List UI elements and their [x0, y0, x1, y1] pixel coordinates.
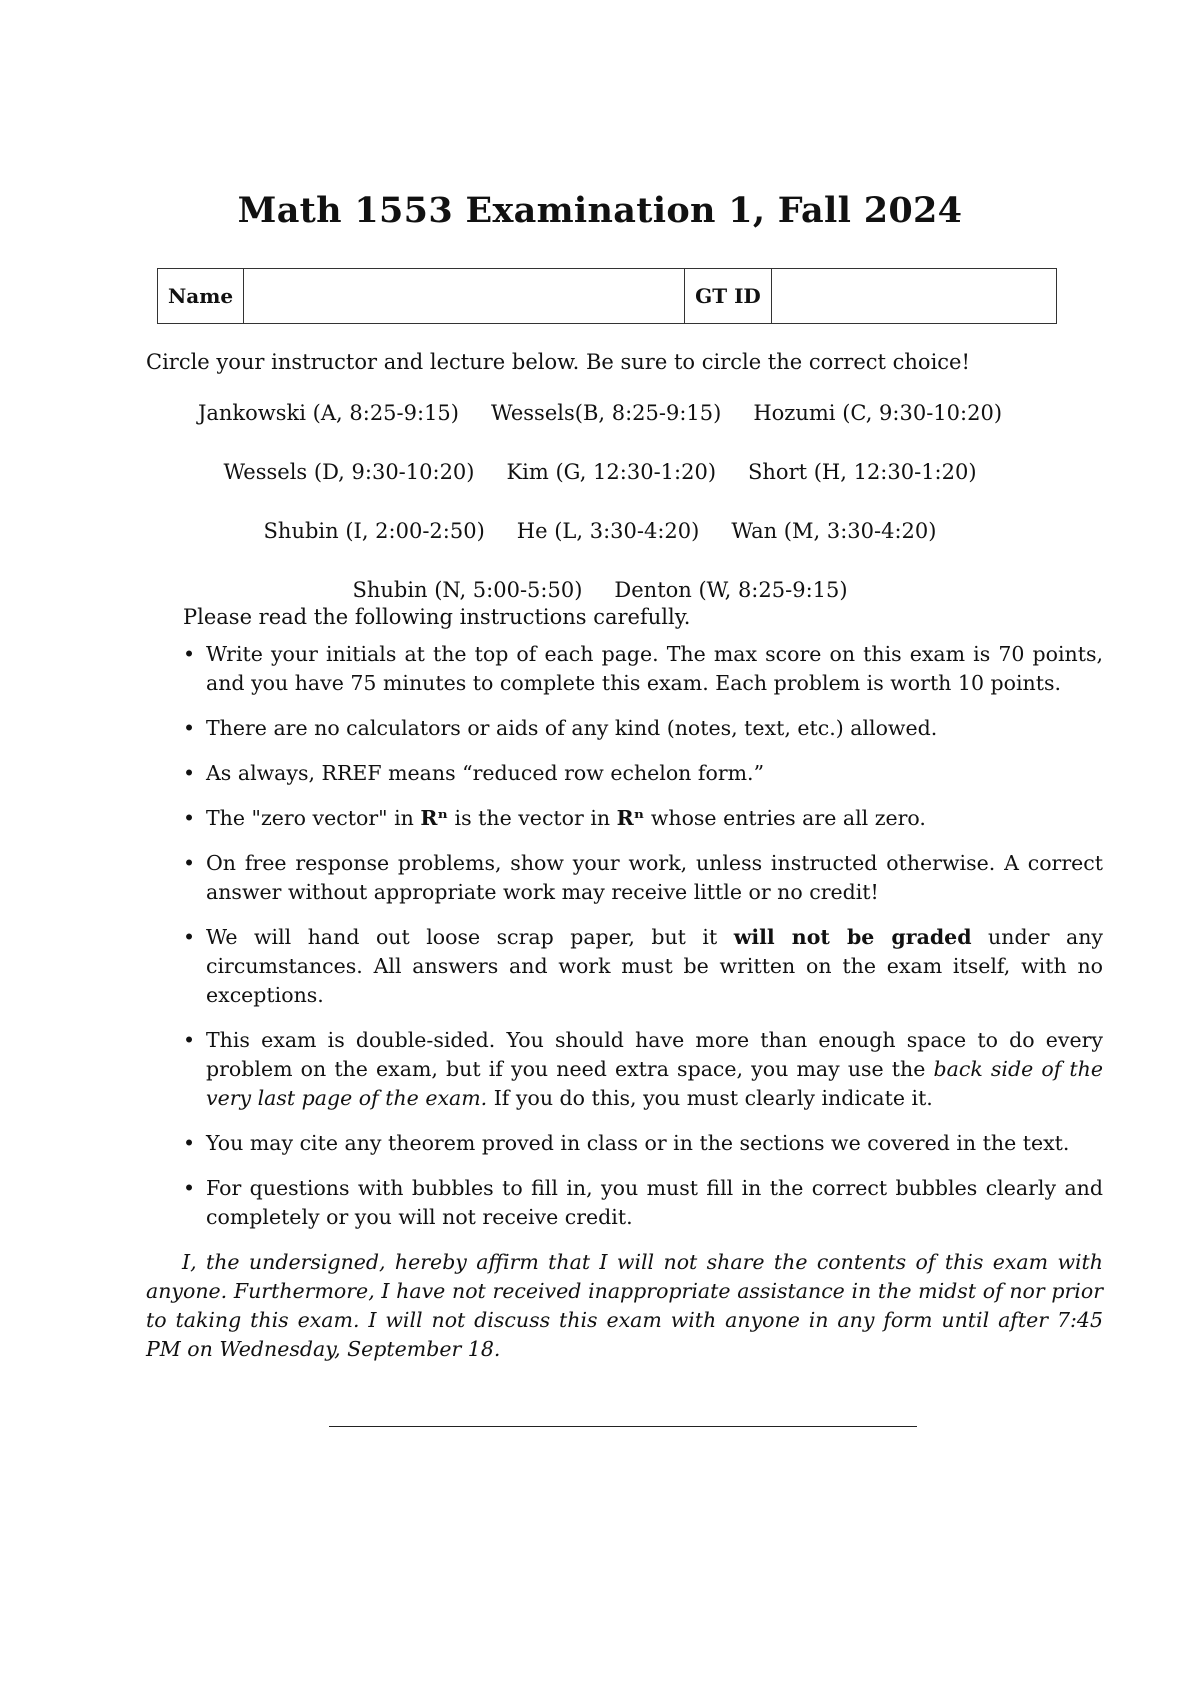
section-option[interactable]: Shubin (N, 5:00-5:50) [352, 577, 583, 602]
gtid-label: GT ID [685, 269, 772, 324]
section-choices [0, 383, 1200, 619]
instruction-text: Write your initials at the top of each page. The max score on this exam is 70 points, and you have 75 minutes to complete this exam. Each problem is worth 10 points. [206, 642, 1103, 695]
section-option[interactable]: Wan (M, 3:30-4:20) [731, 518, 937, 543]
section-option[interactable]: Short (H, 12:30-1:20) [748, 459, 977, 484]
bullet-icon: • [183, 761, 196, 785]
instruction-text-part: If you do this, you must clearly indicate it. [487, 1086, 933, 1110]
instruction-text: There are no calculators or aids of any kind (notes, text, etc.) allowed. [206, 716, 938, 740]
name-field[interactable] [244, 269, 685, 324]
instruction-item [183, 849, 1103, 907]
instruction-item [183, 1174, 1103, 1232]
instruction-text: You may cite any theorem proved in class or in the sections we covered in the text. [206, 1131, 1070, 1155]
bullet-icon: • [183, 851, 196, 875]
bullet-icon: • [183, 1131, 196, 1155]
bullet-icon: • [183, 1176, 196, 1200]
section-option[interactable]: Denton (W, 8:25-9:15) [614, 577, 848, 602]
section-option[interactable]: Wessels(B, 8:25-9:15) [490, 400, 722, 425]
section-option[interactable]: He (L, 3:30-4:20) [516, 518, 700, 543]
section-row [0, 383, 1200, 442]
student-id-table [157, 268, 1057, 324]
signature-line[interactable] [329, 1426, 917, 1427]
instruction-item [183, 804, 1103, 833]
instructions-list [183, 640, 1103, 1248]
math-rn: Rⁿ [420, 806, 449, 830]
instruction-text-part: is the vector in [448, 806, 617, 830]
instruction-text-part: This exam is double-sided. You should have more than enough space to do every problem on the exam, but if you need extra space, you may use the [206, 1028, 1103, 1081]
instruction-text-part: The "zero vector" in [206, 806, 421, 830]
bullet-icon: • [183, 925, 196, 949]
instruction-text-part: under any circumstances. All answers and work must be written on the exam itself, with no exceptions. [206, 925, 1103, 1007]
instruction-item [183, 1026, 1103, 1113]
emphasis-back-side: back side of the very last page of the exam. [206, 1057, 1103, 1110]
exam-title: Math 1553 Examination 1, Fall 2024 [237, 190, 963, 231]
instruction-item [183, 759, 1103, 788]
instruction-text: For questions with bubbles to fill in, you must fill in the correct bubbles clearly and completely or you will not receive credit. [206, 1176, 1103, 1229]
math-rn: Rⁿ [616, 806, 645, 830]
instruction-item [183, 714, 1103, 743]
bullet-icon: • [183, 642, 196, 666]
section-option[interactable]: Wessels (D, 9:30-10:20) [223, 459, 475, 484]
instruction-text: On free response problems, show your work, unless instructed otherwise. A correct answer without appropriate work may receive little or no credit! [206, 851, 1103, 904]
bullet-icon: • [183, 806, 196, 830]
gtid-field[interactable] [771, 269, 1056, 324]
instruction-item [183, 640, 1103, 698]
name-label: Name [158, 269, 244, 324]
instruction-text-part: We will hand out loose scrap paper, but it [206, 925, 734, 949]
section-option[interactable]: Kim (G, 12:30-1:20) [506, 459, 717, 484]
honor-affirmation: I, the undersigned, hereby affirm that I will not share the contents of this exam with anyone. Furthermore, I have not received inappropriate assistance in the midst of nor prior to taking this exam. I will not discuss this exam with anyone in any form until after 7:45 PM on Wednesday, September 18. [146, 1250, 1103, 1361]
section-row [0, 442, 1200, 501]
section-option[interactable]: Shubin (I, 2:00-2:50) [263, 518, 485, 543]
section-row [0, 501, 1200, 560]
instructor-prompt: Circle your instructor and lecture below. Be sure to circle the correct choice! [146, 350, 970, 374]
bullet-icon: • [183, 1028, 196, 1052]
instruction-item [183, 923, 1103, 1010]
section-option[interactable]: Jankowski (A, 8:25-9:15) [197, 400, 459, 425]
emphasis-not-graded: will not be graded [733, 925, 972, 949]
instruction-text: As always, RREF means “reduced row echelon form.” [206, 761, 765, 785]
section-option[interactable]: Hozumi (C, 9:30-10:20) [753, 400, 1003, 425]
bullet-icon: • [183, 716, 196, 740]
instruction-text-part: whose entries are all zero. [644, 806, 926, 830]
instruction-item [183, 1129, 1103, 1158]
instructions-intro: Please read the following instructions carefully. [183, 605, 691, 629]
